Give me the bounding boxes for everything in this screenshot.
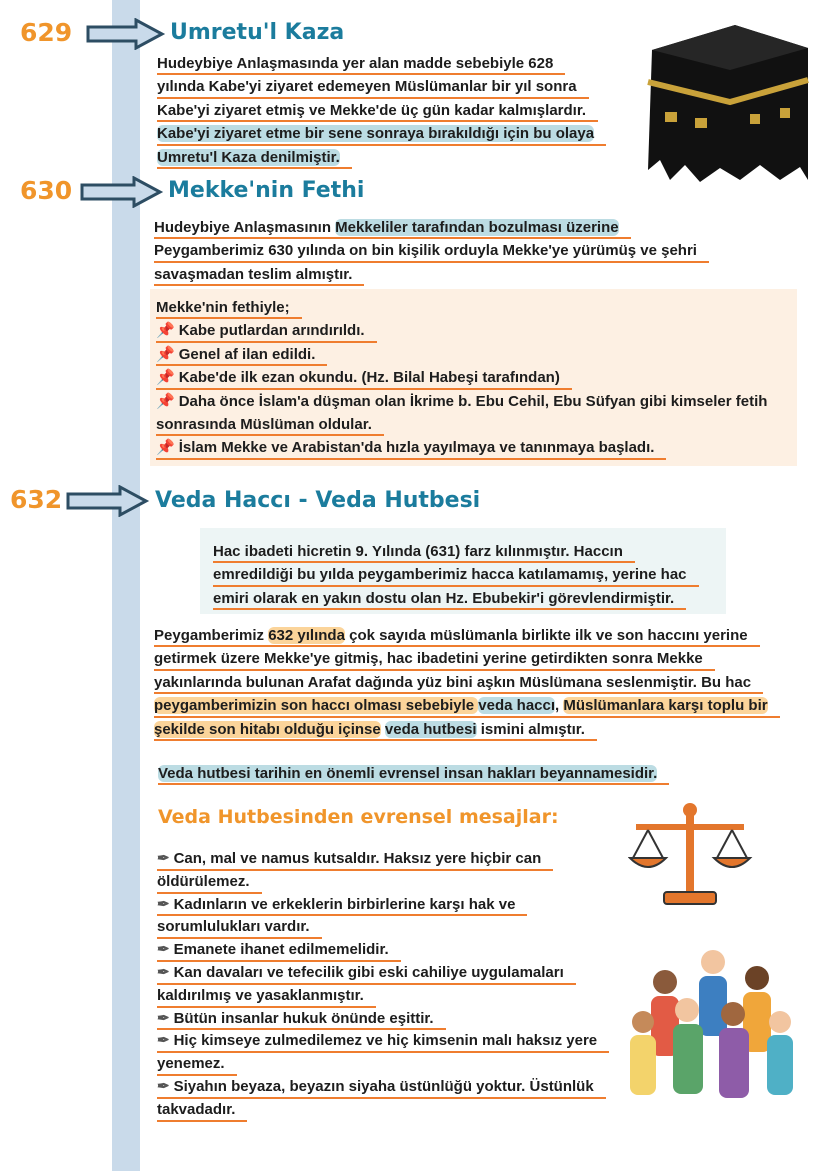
text-segment: savaşmadan teslim almıştır.: [154, 265, 353, 283]
message-text: Kadınların ve erkeklerin birbirlerine karşı hak ve: [173, 895, 516, 913]
fetih-results-intro: Mekke'nin fethiyle;: [156, 296, 302, 319]
text-line: [213, 587, 686, 610]
message-item: [157, 1099, 247, 1122]
item-text: Daha önce İslam'a düşman olan İkrime b. Ebu Cehil, Ebu Süfyan gibi kimseler fetih: [178, 392, 768, 410]
fetih-result-item: [156, 343, 327, 366]
pushpin-icon: 📌: [156, 345, 175, 363]
text-segment: Kabe'yi ziyaret etmiş ve Mekke'de üç gün kadar kalmışlardır.: [157, 101, 587, 119]
section-title-umretul-kaza: Umretu'l Kaza: [170, 20, 345, 45]
year-632: 632: [10, 485, 63, 514]
message-item: [157, 848, 553, 871]
item-text: Kabe'de ilk ezan okundu. (Hz. Bilal Habeşi tarafından): [178, 369, 560, 387]
messages-list: [157, 848, 609, 1122]
year-630: 630: [20, 176, 73, 205]
text-segment: Hudeybiye Anlaşmasında yer alan madde sebebiyle 628: [157, 55, 554, 72]
highlighted-text: Umretu'l Kaza denilmiştir.: [157, 148, 340, 166]
declaration: [158, 762, 669, 785]
message-text: kaldırılmış ve yasaklanmıştır.: [157, 986, 364, 1004]
highlighted-text: Kabe'yi ziyaret etme bir sene sonraya bırakıldığı için bu olaya: [157, 125, 595, 143]
item-text: Kabe putlardan arındırıldı.: [178, 322, 365, 340]
quill-icon: ✒: [157, 963, 170, 981]
message-text: sorumlulukları vardır.: [157, 918, 310, 936]
message-item: [157, 962, 576, 985]
text-line: [213, 540, 635, 563]
item-text: sonrasında Müslüman oldular.: [156, 415, 372, 433]
highlighted-text: veda hutbesi: [384, 720, 477, 738]
text-line: [154, 647, 715, 670]
message-item: [157, 871, 262, 894]
text-segment: Peygamberimiz 630 yılında on bin kişilik orduyla Mekke'ye yürümüş ve şehri: [154, 242, 697, 260]
item-text: Genel af ilan edildi.: [178, 345, 316, 363]
quill-icon: ✒: [157, 941, 170, 959]
year-629: 629: [20, 18, 73, 47]
fetih-result-item: [156, 436, 666, 459]
hac-paragraph: [213, 540, 699, 610]
text-segment: Hudeybiye Anlaşmasının: [154, 219, 336, 236]
text-line: [154, 239, 709, 262]
text-segment: ,: [555, 697, 564, 715]
text-line: [158, 762, 669, 785]
fetih-result-item: [156, 390, 779, 413]
message-item: [157, 1008, 446, 1031]
highlighted-text: Müslümanlara karşı toplu bir: [563, 697, 768, 715]
section-title-veda-hacci: Veda Haccı - Veda Hutbesi: [155, 488, 481, 513]
section-title-mekkenin-fethi: Mekke'nin Fethi: [168, 178, 365, 203]
text-line: [154, 624, 760, 647]
fetih-result-item: [156, 366, 572, 389]
text-segment: yakınlarında bulunan Arafat dağında yüz bini aşkın Müslümana seslenmiştir. Bu hac: [154, 673, 752, 691]
text-line: [154, 216, 631, 239]
highlighted-text: Mekkeliler tarafından bozulması üzerine: [335, 219, 619, 236]
text-segment: getirmek üzere Mekke'ye gitmiş, hac ibadetini yerine getirdikten sonra Mekke: [154, 650, 703, 668]
text-line: [213, 563, 699, 586]
text-line: [154, 718, 597, 741]
fetih-result-item: [156, 413, 384, 436]
item-text: İslam Mekke ve Arabistan'da hızla yayılmaya ve tanınmaya başladı.: [178, 439, 655, 457]
quill-icon: ✒: [157, 1009, 170, 1027]
pushpin-icon: 📌: [156, 322, 175, 340]
text-segment: emredildiği bu yılda peygamberimiz hacca katılamamış, yerine hac: [213, 566, 687, 584]
highlighted-text: veda haccı: [478, 697, 556, 715]
arrow-right-icon: [66, 485, 150, 517]
message-text: Hiç kimseye zulmedilemez ve hiç kimsenin malı haksız yere: [173, 1032, 598, 1050]
message-item: [157, 894, 527, 917]
text-line: [157, 146, 352, 169]
text-segment: emiri olarak en yakın dostu olan Hz. Ebubekir'i görevlendirmiştir.: [213, 589, 675, 607]
text-segment: yılında Kabe'yi ziyaret edemeyen Müslümanlar bir yıl sonra: [157, 78, 577, 96]
arrow-right-icon: [80, 176, 164, 208]
message-text: takvadadır.: [157, 1100, 236, 1118]
messages-heading: Veda Hutbesinden evrensel mesajlar:: [158, 806, 559, 828]
quill-icon: ✒: [157, 1032, 170, 1050]
highlighted-text: şekilde son hitabı olduğu içinse: [154, 720, 381, 738]
message-item: [157, 985, 376, 1008]
text-line: [157, 75, 589, 98]
message-text: Kan davaları ve tefecilik gibi eski cahiliye uygulamaları: [173, 963, 564, 981]
umre-paragraph: [157, 52, 606, 169]
highlighted-text: Veda hutbesi tarihin en önemli evrensel insan hakları beyannamesidir.: [158, 765, 658, 782]
message-text: Emanete ihanet edilmemelidir.: [173, 941, 389, 959]
message-text: Bütün insanlar hukuk önünde eşittir.: [173, 1009, 434, 1027]
pushpin-icon: 📌: [156, 392, 175, 410]
text-segment: ismini almıştır.: [476, 720, 585, 738]
message-item: [157, 916, 322, 939]
message-text: Siyahın beyaza, beyazın siyaha üstünlüğü yoktur. Üstünlük: [173, 1077, 594, 1095]
justice-scale-icon: [628, 800, 753, 910]
text-line: [157, 122, 606, 145]
fetih-results-list: [156, 296, 779, 460]
text-line: [157, 99, 598, 122]
text-line: [154, 671, 763, 694]
quill-icon: ✒: [157, 850, 170, 867]
message-item: [157, 939, 401, 962]
text-line: [157, 52, 565, 75]
fetih-result-item: [156, 319, 377, 342]
message-text: öldürülemez.: [157, 872, 250, 890]
quill-icon: ✒: [157, 895, 170, 913]
veda-paragraph: [154, 624, 780, 741]
highlighted-text: 632 yılında: [268, 627, 345, 644]
message-item: [157, 1076, 606, 1099]
message-text: yenemez.: [157, 1055, 225, 1073]
fetih-paragraph: [154, 216, 709, 286]
pushpin-icon: 📌: [156, 369, 175, 387]
message-item: [157, 1030, 609, 1053]
text-line: [154, 694, 780, 717]
arrow-right-icon: [86, 18, 166, 50]
diverse-people-illustration: [625, 942, 803, 1102]
kaaba-image: [640, 20, 812, 192]
highlighted-text: peygamberimizin son haccı olması sebebiyle: [154, 697, 479, 715]
text-line: [154, 263, 364, 286]
text-segment: Hac ibadeti hicretin 9. Yılında (631) farz kılınmıştır. Haccın: [213, 543, 623, 560]
text-segment: çok sayıda müslümanla birlikte ilk ve son haccını yerine: [344, 627, 748, 644]
pushpin-icon: 📌: [156, 439, 175, 457]
message-text: Can, mal ve namus kutsaldır. Haksız yere hiçbir can: [173, 850, 542, 867]
message-item: [157, 1053, 237, 1076]
quill-icon: ✒: [157, 1077, 170, 1095]
text-segment: Peygamberimiz: [154, 627, 269, 644]
